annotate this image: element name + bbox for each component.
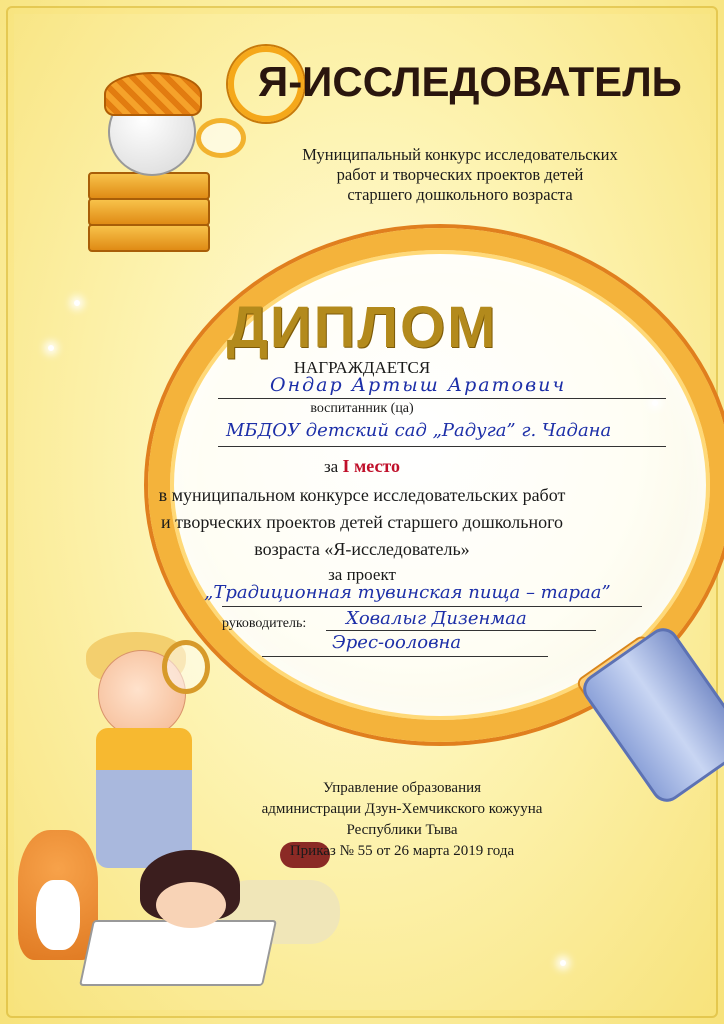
pupil-label: воспитанник (ца) — [310, 401, 414, 416]
contest-title — [258, 58, 682, 106]
place-value: I место — [342, 456, 401, 476]
place-prefix: за — [323, 457, 339, 476]
boy-magnifier-icon — [162, 640, 210, 694]
contest-title-letter: Я — [258, 58, 289, 105]
contest-line: и творческих проектов детей старшего дошкольного — [160, 512, 564, 532]
order-number: Приказ № 55 от 26 марта 2019 года — [289, 843, 515, 859]
leader-underline-2 — [262, 656, 548, 657]
cat-belly-illustration — [36, 880, 80, 950]
project-title: „Традиционная тувинская пища – тараа” — [204, 582, 611, 603]
institution-name: МБДОУ детский сад „Радуга” г. Чадана — [226, 420, 612, 441]
footer-line: администрации Дзун-Хемчикского кожууна — [261, 801, 543, 817]
footer-line: Республики Тыва — [346, 822, 458, 838]
subtitle-line: старшего дошкольного возраста — [347, 185, 573, 204]
recipient-name: Ондар Артыш Аратович — [270, 374, 567, 396]
leader-label: руководитель: — [222, 616, 307, 631]
sparkle — [560, 960, 566, 966]
institution-underline — [218, 446, 666, 447]
issuing-organization — [0, 778, 724, 862]
diploma-heading: ДИПЛОМ — [226, 295, 498, 360]
recipient-underline — [218, 398, 666, 399]
books-illustration — [88, 172, 206, 254]
mascot-hat-illustration — [104, 72, 202, 116]
project-underline — [222, 606, 642, 607]
open-book-illustration — [79, 920, 277, 986]
place-line — [0, 456, 724, 477]
girl-face-illustration — [156, 882, 226, 928]
leader-name: Ховалыг Дизенмаа — [346, 608, 527, 629]
mascot-magnifier-icon — [196, 118, 246, 158]
subtitle-line: Муниципальный конкурс исследовательских — [302, 145, 618, 164]
awarded-label: НАГРАЖДАЕТСЯ — [293, 358, 431, 377]
contest-line: в муниципальном конкурсе исследовательских работ — [158, 485, 566, 505]
contest-description — [0, 482, 724, 563]
leader-underline — [326, 630, 596, 631]
subtitle-line: работ и творческих проектов детей — [336, 165, 584, 184]
leader-patronymic: Эрес-ооловна — [332, 632, 462, 653]
project-label: за проект — [328, 565, 396, 584]
contest-subtitle — [250, 145, 670, 205]
contest-line: возраста «Я-исследователь» — [254, 539, 470, 559]
footer-line: Управление образования — [322, 780, 482, 796]
contest-title-rest: -ИССЛЕДОВАТЕЛЬ — [288, 58, 682, 105]
